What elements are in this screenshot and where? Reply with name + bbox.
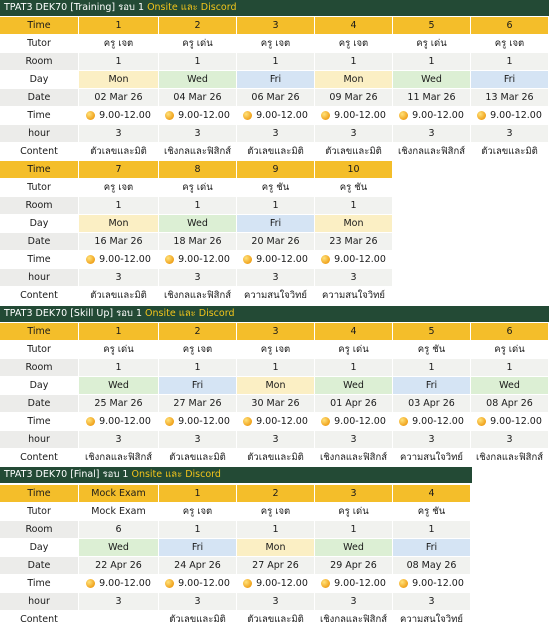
session-day-cell: Fri — [237, 71, 314, 88]
row-label-day: Day — [29, 380, 49, 391]
session-day-cell: Mon — [315, 215, 392, 232]
session-day-cell: Wed — [393, 71, 470, 88]
session-time-text: 9.00-12.00 — [99, 578, 151, 589]
row-label-time: Time — [27, 578, 51, 589]
session-day-cell: Mon — [79, 215, 158, 232]
session-time-cell — [315, 413, 392, 430]
session-room-cell: 1 — [315, 197, 392, 214]
session-time-text: 9.00-12.00 — [412, 416, 464, 427]
session-content-cell: เชิงกลและฟิสิกส์ — [319, 614, 388, 625]
session-room-cell: 1 — [79, 197, 158, 214]
session-hour-cell: 3 — [79, 431, 158, 448]
session-no-cell: 1 — [79, 17, 158, 34]
sun-icon — [399, 579, 408, 588]
session-time-cell — [159, 575, 236, 592]
row-label-room: Room — [0, 521, 78, 538]
session-date-cell: 27 Mar 26 — [159, 395, 236, 412]
sun-icon — [321, 579, 330, 588]
session-tutor-cell: ครู เด่น — [338, 506, 369, 517]
row-label-date: Date — [0, 557, 78, 574]
session-date-cell: 04 Mar 26 — [159, 89, 236, 106]
session-no-cell: 10 — [315, 161, 392, 178]
session-content-cell: ตัวเลขและมิติ — [325, 146, 382, 157]
session-time-cell — [393, 413, 470, 430]
session-date-cell: 03 Apr 26 — [393, 395, 470, 412]
session-content-cell: ตัวเลขและมิติ — [169, 614, 226, 625]
session-time-text: 9.00-12.00 — [334, 416, 386, 427]
session-day-cell: Mon — [315, 71, 392, 88]
session-time-cell — [315, 107, 392, 124]
sun-icon — [477, 111, 486, 120]
row-label-time-header: Time — [0, 323, 78, 340]
session-no-cell: Mock Exam — [79, 485, 158, 502]
section-title-highlight: Onsite และ Discord — [131, 469, 221, 480]
session-no-cell: 2 — [159, 17, 236, 34]
session-time-text: 9.00-12.00 — [256, 416, 308, 427]
session-content-cell: ตัวเลขและมิติ — [90, 146, 147, 157]
row-label-tutor: Tutor — [27, 182, 51, 193]
session-time-text: 9.00-12.00 — [412, 110, 464, 121]
session-room-cell: 1 — [315, 521, 392, 538]
session-time-text: 9.00-12.00 — [256, 110, 308, 121]
row-label-time-header: Time — [0, 485, 78, 502]
session-no-cell: 4 — [315, 17, 392, 34]
session-tutor-cell: ครู ชัน — [339, 182, 368, 193]
session-time-text: 9.00-12.00 — [334, 254, 386, 265]
session-room-cell: 6 — [79, 521, 158, 538]
session-date-cell: 18 Mar 26 — [159, 233, 236, 250]
session-hour-cell: 3 — [79, 125, 158, 142]
session-tutor-cell: ครู เด่น — [182, 38, 213, 49]
row-label-hour: hour — [0, 125, 78, 142]
session-tutor-cell: ครู เจต — [260, 38, 291, 49]
session-room-cell: 1 — [393, 359, 470, 376]
session-tutor-cell: ครู เจต — [260, 506, 291, 517]
sun-icon — [399, 417, 408, 426]
session-tutor-cell: ครู เจต — [338, 38, 369, 49]
section-title-highlight: Onsite และ Discord — [147, 2, 237, 13]
session-time-text: 9.00-12.00 — [256, 254, 308, 265]
row-label-date: Date — [0, 89, 78, 106]
session-time-text: 9.00-12.00 — [99, 416, 151, 427]
row-label-room: Room — [0, 359, 78, 376]
session-hour-cell: 3 — [237, 431, 314, 448]
session-tutor-cell: Mock Exam — [91, 506, 146, 517]
session-day-cell: Fri — [393, 377, 470, 394]
session-time-cell — [315, 575, 392, 592]
session-room-cell: 1 — [471, 359, 548, 376]
session-time-text: 9.00-12.00 — [99, 254, 151, 265]
session-room-cell: 1 — [393, 521, 470, 538]
session-hour-cell: 3 — [471, 431, 548, 448]
session-time-text: 9.00-12.00 — [412, 578, 464, 589]
session-no-cell: 2 — [159, 323, 236, 340]
session-time-text: 9.00-12.00 — [490, 110, 542, 121]
session-no-cell: 3 — [237, 323, 314, 340]
session-time-cell — [159, 251, 236, 268]
session-time-cell — [159, 107, 236, 124]
session-tutor-cell: ครู เด่น — [338, 344, 369, 355]
session-day-cell: Fri — [159, 377, 236, 394]
session-room-cell: 1 — [79, 53, 158, 70]
session-no-cell: 7 — [79, 161, 158, 178]
session-content-cell: ความสนใจวิทย์ — [244, 290, 307, 301]
sun-icon — [321, 111, 330, 120]
session-date-cell: 27 Apr 26 — [237, 557, 314, 574]
session-date-cell: 08 May 26 — [393, 557, 470, 574]
row-label-time: Time — [27, 254, 51, 265]
row-label-hour: hour — [0, 431, 78, 448]
session-tutor-cell: ครู เจต — [260, 344, 291, 355]
session-hour-cell: 3 — [315, 593, 392, 610]
session-day-cell: Wed — [315, 377, 392, 394]
session-time-cell — [237, 413, 314, 430]
sun-icon — [243, 417, 252, 426]
sun-icon — [165, 417, 174, 426]
sun-icon — [321, 417, 330, 426]
session-time-text: 9.00-12.00 — [178, 578, 230, 589]
row-label-hour: hour — [0, 593, 78, 610]
session-room-cell: 1 — [471, 53, 548, 70]
sun-icon — [243, 579, 252, 588]
session-no-cell: 6 — [471, 323, 548, 340]
session-time-text: 9.00-12.00 — [178, 110, 230, 121]
section-title-text: TPAT3 DEK70 [Final] รอบ 1 — [4, 469, 132, 480]
session-date-cell: 13 Mar 26 — [471, 89, 548, 106]
session-tutor-cell: ครู เจต — [182, 506, 213, 517]
session-hour-cell: 3 — [237, 593, 314, 610]
session-no-cell: 8 — [159, 161, 236, 178]
session-time-cell — [79, 575, 158, 592]
row-label-content: Content — [20, 290, 58, 301]
session-room-cell: 1 — [159, 197, 236, 214]
session-no-cell: 3 — [315, 485, 392, 502]
session-date-cell: 20 Mar 26 — [237, 233, 314, 250]
session-room-cell: 1 — [237, 521, 314, 538]
section-title — [0, 306, 549, 322]
session-content-cell: ตัวเลขและมิติ — [169, 452, 226, 463]
session-time-text: 9.00-12.00 — [334, 578, 386, 589]
session-content-cell: ตัวเลขและมิติ — [90, 290, 147, 301]
sun-icon — [243, 255, 252, 264]
session-hour-cell: 3 — [315, 269, 392, 286]
session-hour-cell: 3 — [315, 431, 392, 448]
session-hour-cell: 3 — [237, 125, 314, 142]
row-label-day: Day — [29, 218, 49, 229]
session-tutor-cell: ครู ชัน — [417, 506, 446, 517]
session-tutor-cell: ครู ชัน — [261, 182, 290, 193]
session-tutor-cell: ครู เด่น — [103, 344, 134, 355]
row-label-tutor: Tutor — [27, 344, 51, 355]
section-title — [0, 467, 472, 483]
session-tutor-cell: ครู เจต — [494, 38, 525, 49]
session-tutor-cell: ครู เด่น — [494, 344, 525, 355]
session-date-cell: 01 Apr 26 — [315, 395, 392, 412]
session-room-cell: 1 — [237, 197, 314, 214]
session-date-cell: 08 Apr 26 — [471, 395, 548, 412]
session-time-cell — [159, 413, 236, 430]
session-room-cell: 1 — [159, 53, 236, 70]
sun-icon — [165, 255, 174, 264]
session-content-cell: เชิงกลและฟิสิกส์ — [475, 452, 544, 463]
row-label-time: Time — [27, 416, 51, 427]
row-label-tutor: Tutor — [27, 506, 51, 517]
sun-icon — [86, 417, 95, 426]
session-content-cell: ความสนใจวิทย์ — [400, 452, 463, 463]
session-tutor-cell: ครู เด่น — [182, 182, 213, 193]
session-hour-cell: 3 — [471, 125, 548, 142]
session-time-cell — [315, 251, 392, 268]
row-label-time-header: Time — [0, 17, 78, 34]
section-title-text: TPAT3 DEK70 [Training] รอบ 1 — [4, 2, 148, 13]
session-no-cell: 9 — [237, 161, 314, 178]
session-hour-cell: 3 — [393, 431, 470, 448]
session-time-cell — [237, 107, 314, 124]
session-time-text: 9.00-12.00 — [178, 254, 230, 265]
session-time-cell — [237, 251, 314, 268]
session-content-cell: ความสนใจวิทย์ — [322, 290, 385, 301]
session-day-cell: Mon — [79, 71, 158, 88]
session-date-cell: 02 Mar 26 — [79, 89, 158, 106]
sun-icon — [399, 111, 408, 120]
section-title-highlight: Onsite และ Discord — [145, 308, 235, 319]
row-label-room: Room — [0, 53, 78, 70]
session-day-cell: Wed — [79, 539, 158, 556]
session-content-cell: ตัวเลขและมิติ — [247, 146, 304, 157]
row-label-room: Room — [0, 197, 78, 214]
session-time-cell — [471, 413, 548, 430]
session-no-cell: 2 — [237, 485, 314, 502]
session-no-cell: 5 — [393, 323, 470, 340]
session-time-cell — [79, 251, 158, 268]
session-hour-cell: 3 — [393, 125, 470, 142]
session-room-cell: 1 — [159, 359, 236, 376]
session-day-cell: Wed — [159, 71, 236, 88]
session-hour-cell: 3 — [159, 269, 236, 286]
session-day-cell: Fri — [471, 71, 548, 88]
session-date-cell: 16 Mar 26 — [79, 233, 158, 250]
section-title — [0, 0, 549, 16]
session-content-cell: ตัวเลขและมิติ — [481, 146, 538, 157]
session-day-cell: Wed — [79, 377, 158, 394]
row-label-time-header: Time — [0, 161, 78, 178]
session-time-cell — [393, 575, 470, 592]
session-time-text: 9.00-12.00 — [490, 416, 542, 427]
session-room-cell: 1 — [79, 359, 158, 376]
session-content-cell: เชิงกลและฟิสิกส์ — [163, 146, 232, 157]
session-no-cell: 4 — [393, 485, 470, 502]
session-date-cell: 29 Apr 26 — [315, 557, 392, 574]
session-no-cell: 6 — [471, 17, 548, 34]
row-label-content: Content — [20, 146, 58, 157]
session-time-cell — [79, 413, 158, 430]
row-label-content: Content — [20, 452, 58, 463]
session-room-cell: 1 — [237, 359, 314, 376]
session-time-text: 9.00-12.00 — [256, 578, 308, 589]
session-content-cell: ตัวเลขและมิติ — [247, 614, 304, 625]
session-content-cell: เชิงกลและฟิสิกส์ — [163, 290, 232, 301]
session-time-text: 9.00-12.00 — [334, 110, 386, 121]
session-room-cell: 1 — [393, 53, 470, 70]
sun-icon — [477, 417, 486, 426]
session-tutor-cell: ครู เจต — [103, 182, 134, 193]
session-content-cell: เชิงกลและฟิสิกส์ — [84, 452, 153, 463]
session-day-cell: Mon — [237, 539, 314, 556]
session-time-text: 9.00-12.00 — [178, 416, 230, 427]
session-day-cell: Fri — [237, 215, 314, 232]
sun-icon — [165, 579, 174, 588]
session-date-cell: 25 Mar 26 — [79, 395, 158, 412]
session-tutor-cell: ครู เด่น — [416, 38, 447, 49]
session-date-cell: 24 Apr 26 — [159, 557, 236, 574]
session-time-cell — [393, 107, 470, 124]
session-date-cell: 09 Mar 26 — [315, 89, 392, 106]
session-content-cell: ความสนใจวิทย์ — [400, 614, 463, 625]
sun-icon — [165, 111, 174, 120]
row-label-content: Content — [20, 614, 58, 625]
row-label-day: Day — [29, 542, 49, 553]
session-date-cell: 30 Mar 26 — [237, 395, 314, 412]
session-hour-cell: 3 — [79, 269, 158, 286]
session-hour-cell: 3 — [393, 593, 470, 610]
row-label-time: Time — [27, 110, 51, 121]
row-label-day: Day — [29, 74, 49, 85]
sun-icon — [86, 111, 95, 120]
row-label-date: Date — [0, 395, 78, 412]
session-day-cell: Fri — [159, 539, 236, 556]
session-date-cell: 06 Mar 26 — [237, 89, 314, 106]
session-time-cell — [471, 107, 548, 124]
session-date-cell: 22 Apr 26 — [79, 557, 158, 574]
sun-icon — [86, 255, 95, 264]
session-hour-cell: 3 — [159, 125, 236, 142]
session-time-cell — [237, 575, 314, 592]
session-hour-cell: 3 — [159, 431, 236, 448]
session-room-cell: 1 — [159, 521, 236, 538]
row-label-date: Date — [0, 233, 78, 250]
session-no-cell: 3 — [237, 17, 314, 34]
session-day-cell: Wed — [159, 215, 236, 232]
session-room-cell: 1 — [315, 359, 392, 376]
session-date-cell: 11 Mar 26 — [393, 89, 470, 106]
session-day-cell: Wed — [471, 377, 548, 394]
session-tutor-cell: ครู เจต — [103, 38, 134, 49]
session-day-cell: Wed — [315, 539, 392, 556]
session-hour-cell: 3 — [237, 269, 314, 286]
session-tutor-cell: ครู ชัน — [417, 344, 446, 355]
session-no-cell: 1 — [159, 485, 236, 502]
session-room-cell: 1 — [237, 53, 314, 70]
row-label-tutor: Tutor — [27, 38, 51, 49]
session-content-cell: เชิงกลและฟิสิกส์ — [319, 452, 388, 463]
session-time-text: 9.00-12.00 — [99, 110, 151, 121]
session-content-cell: เชิงกลและฟิสิกส์ — [397, 146, 466, 157]
sun-icon — [243, 111, 252, 120]
session-hour-cell: 3 — [79, 593, 158, 610]
session-hour-cell: 3 — [315, 125, 392, 142]
session-content-cell: ตัวเลขและมิติ — [247, 452, 304, 463]
section-title-text: TPAT3 DEK70 [Skill Up] รอบ 1 — [4, 308, 146, 319]
sun-icon — [86, 579, 95, 588]
session-day-cell: Fri — [393, 539, 470, 556]
session-no-cell: 4 — [315, 323, 392, 340]
session-no-cell: 1 — [79, 323, 158, 340]
session-room-cell: 1 — [315, 53, 392, 70]
sun-icon — [321, 255, 330, 264]
session-day-cell: Mon — [237, 377, 314, 394]
session-no-cell: 5 — [393, 17, 470, 34]
session-tutor-cell: ครู เจต — [182, 344, 213, 355]
session-date-cell: 23 Mar 26 — [315, 233, 392, 250]
row-label-hour: hour — [0, 269, 78, 286]
session-hour-cell: 3 — [159, 593, 236, 610]
session-content-cell — [79, 611, 158, 628]
session-time-cell — [79, 107, 158, 124]
